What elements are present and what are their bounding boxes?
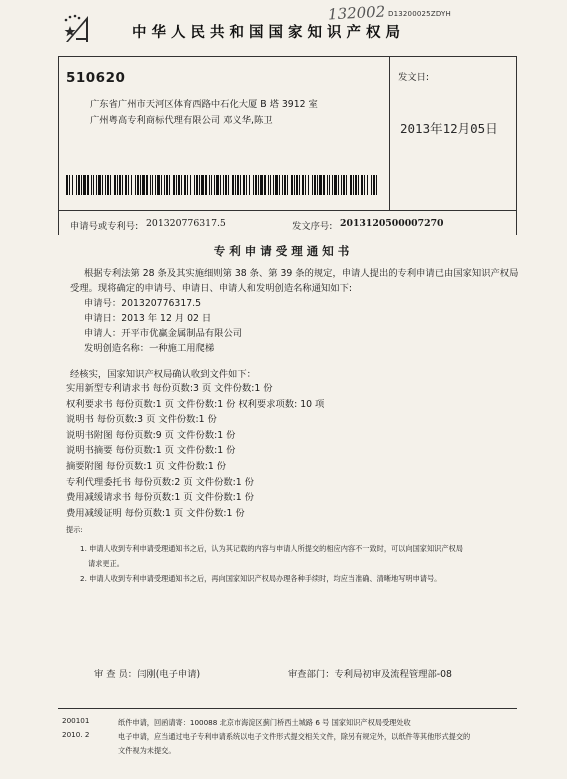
intro-line: 根据专利法第 28 条及其实施细则第 38 条、第 39 条的规定，申请人提出的专利申请已由国家知识产权局 (84, 268, 519, 279)
postcode: 510620 (66, 70, 126, 86)
footer-notes (118, 716, 518, 758)
address-frame (58, 56, 517, 235)
tip-line: 1. 申请人收到专利申请受理通知书之后，认为其记载的内容与申请人所提交的相应内容不一致时，可以向国家知识产权局 (80, 544, 463, 553)
cnipa-emblem-icon (62, 12, 92, 44)
detail-line: 申请日：2013 年 12 月 02 日 (84, 313, 212, 324)
barcode-bar (377, 175, 378, 195)
form-code: 200101 (62, 716, 90, 725)
file-item: 摘要附图 每份页数:1 页 文件份数:1 份 (66, 460, 227, 472)
send-date-stamp: 2013年12月05日 (400, 121, 498, 136)
footer-line: 电子申请，应当通过电子专利申请系统以电子文件形式提交相关文件，除另有规定外，以纸件等其他形式提交的 (118, 732, 471, 741)
department-name: 专利局初审及流程管理部-08 (334, 669, 452, 680)
file-item: 费用减缓证明 每份页数:1 页 文件份数:1 份 (66, 507, 245, 519)
application-number: 201320776317.5 (146, 218, 226, 229)
application-details (84, 296, 534, 356)
file-item: 费用减缓请求书 每份页数:1 页 文件份数:1 份 (66, 492, 254, 504)
detail-line: 申请号：201320776317.5 (84, 298, 202, 309)
file-item: 权利要求书 每份页数:1 页 文件份数:1 份 权利要求项数: 10 项 (66, 398, 325, 410)
tip-line: 请求更正。 (88, 559, 124, 568)
footer-line: 纸件申请，回函请寄：100088 北京市海淀区蓟门桥西土城路 6 号 国家知识产权局受理处收 (118, 718, 411, 727)
tips-label: 提示: (66, 525, 83, 534)
file-item: 专利代理委托书 每份页数:2 页 文件份数:1 份 (66, 476, 254, 488)
tip-line: 2. 申请人收到专利申请受理通知书之后，再向国家知识产权局办理各种手续时，均应当准确、清晰地写明申请号。 (80, 574, 442, 583)
file-item: 说明书 每份页数:3 页 文件份数:1 份 (66, 414, 217, 426)
detail-line: 发明创造名称：一种施工用爬梯 (84, 343, 215, 354)
address-line-1: 广东省广州市天河区体育西路中石化大厦 B 塔 3912 室 (90, 99, 318, 110)
examination-department (288, 666, 452, 680)
handwritten-note: 132002 (327, 2, 386, 24)
frame-bottom-rule (58, 210, 517, 211)
notice-title: 专利申请受理通知书 (213, 244, 354, 258)
barcode (66, 175, 378, 195)
file-item: 说明书附图 每份页数:9 页 文件份数:1 份 (66, 429, 236, 441)
header-title: 中华人民共和国国家知识产权局 (132, 25, 405, 41)
file-item: 说明书摘要 每份页数:1 页 文件份数:1 份 (66, 445, 236, 457)
examiner-name: 闫刚(电子申请) (137, 669, 201, 680)
examiner-label: 审 查 员： (94, 669, 138, 680)
form-version: 2010. 2 (62, 730, 90, 739)
footer-line: 文件视为未提交。 (118, 746, 176, 755)
document-number-label: 发文序号: (292, 221, 333, 232)
files-intro: 经核实，国家知识产权局确认收到文件如下： (70, 369, 256, 380)
received-files-list (66, 381, 516, 521)
intro-paragraph (70, 266, 520, 296)
send-date-label: 发文日: (398, 72, 430, 83)
examiner (94, 666, 200, 680)
intro-line: 受理。现将确定的申请号、申请日、申请人和发明创造名称通知如下: (70, 283, 353, 294)
frame-divider (389, 56, 390, 210)
document-code: D13200025ZDYH (388, 10, 451, 18)
address-line-2: 广州粤高专利商标代理有限公司 邓义华,陈卫 (90, 115, 273, 126)
detail-line: 申请人：开平市优赢金属制品有限公司 (84, 328, 243, 339)
application-number-label: 申请号或专利号: (70, 221, 139, 232)
document-number: 2013120500007270 (340, 218, 444, 229)
tips-list (80, 541, 510, 586)
footer-rule (58, 708, 517, 709)
department-label: 审查部门： (288, 669, 335, 680)
file-item: 实用新型专利请求书 每份页数:3 页 文件份数:1 份 (66, 383, 273, 394)
